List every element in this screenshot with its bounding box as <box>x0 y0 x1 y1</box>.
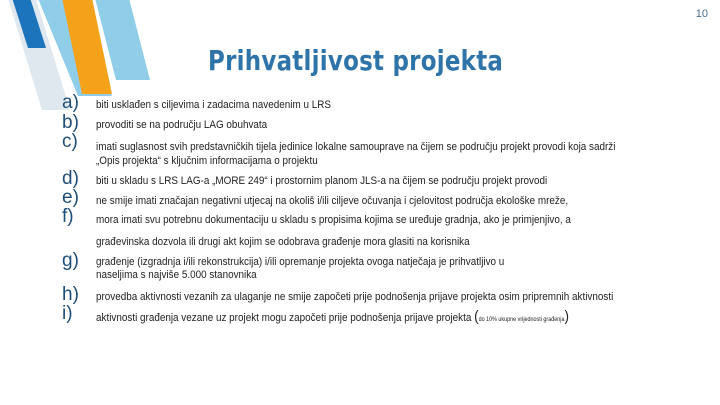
item-text-i-main: aktivnosti građenja vezane uz projekt mogu započeti prije podnošenja prijave projekta <box>96 312 472 324</box>
item-text-d: biti u skladu s LRS LAG-a „MORE 249“ i prostornim planom JLS-a na čijem se području projekt provodi <box>96 175 548 187</box>
item-letter-a: a) <box>62 92 79 113</box>
item-text-g-line2: naseljima s najviše 5.000 stanovnika <box>96 269 257 281</box>
item-text-f-line2: građevinska dozvola ili drugi akt kojim se odobrava građenje mora glasiti na korisnika <box>96 236 470 248</box>
item-letter-h: h) <box>62 284 79 305</box>
item-text-i-paren-close: ) <box>564 308 569 325</box>
item-text-e: ne smije imati značajan negativni utjecaj na okoliš i/ili ciljeve očuvanja i cjelovitost područja ekološke mreže, <box>96 195 569 207</box>
item-text-c-line1: imati suglasnost svih predstavničkih tijela jedinice lokalne samouprave na čijem se području projekt provodi koja sadrži <box>96 141 616 153</box>
item-text-h: provedba aktivnosti vezanih za ulaganje ne smije započeti prije podnošenja prijave projekta osim pripremnih aktivnosti <box>96 291 614 303</box>
slide-title: Prihvatljivost projekta <box>208 44 504 77</box>
item-letter-b: b) <box>62 112 79 133</box>
page-number: 10 <box>695 8 708 20</box>
item-text-a: biti usklađen s ciljevima i zadacima navedenim u LRS <box>96 99 331 111</box>
item-letter-c: c) <box>62 131 78 152</box>
item-letter-g: g) <box>62 250 79 271</box>
item-letter-i: i) <box>62 303 73 324</box>
item-letter-f: f) <box>62 206 74 227</box>
item-text-i <box>96 310 569 327</box>
item-letter-d: d) <box>62 168 79 189</box>
item-text-b: provoditi se na području LAG obuhvata <box>96 119 268 131</box>
item-text-i-paren-open: ( <box>474 308 479 325</box>
item-text-i-note: do 10% ukupne vrijednosti građenja <box>478 317 565 323</box>
item-text-c-line2: „Opis projekta“ s ključnim informacijama o projektu <box>96 155 318 167</box>
item-letter-e: e) <box>62 187 79 208</box>
item-text-g-line1: građenje (izgradnja i/ili rekonstrukcija) i/ili opremanje projekta ovoga natječaja je prihvatljivo u <box>96 256 505 268</box>
item-text-f-line1: mora imati svu potrebnu dokumentaciju u skladu s propisima kojima se uređuje gradnja, ako je primjenjivo, a <box>96 214 571 226</box>
